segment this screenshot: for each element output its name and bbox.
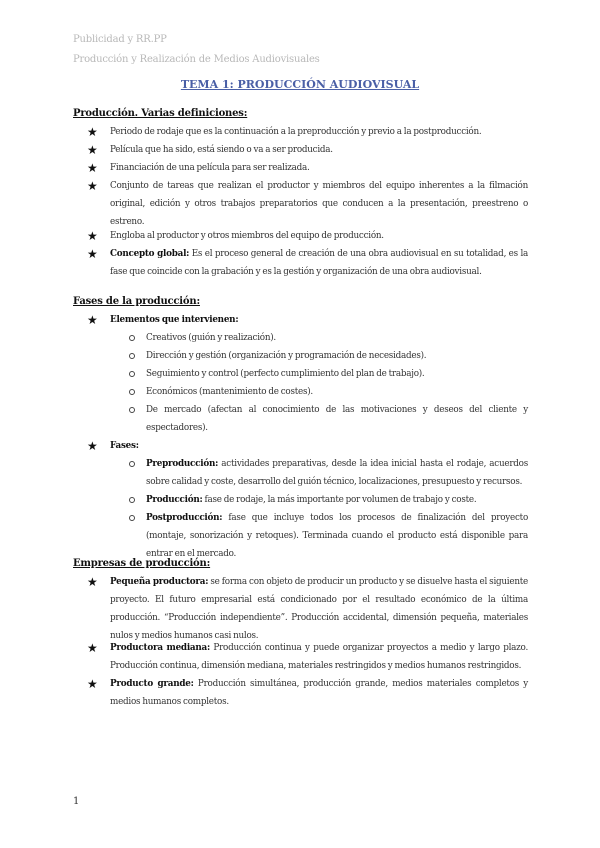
circle-bullet-icon (129, 371, 135, 377)
star-bullet-icon: ★ (87, 313, 98, 327)
circle-bullet-icon (129, 335, 135, 341)
phase-label: Producción: (146, 495, 203, 505)
star-bullet-icon: ★ (87, 641, 98, 655)
company-text: Producción simultánea, producción grande, medios materiales completos y medios humanos completos. (110, 679, 529, 707)
circle-bullet-icon (129, 407, 135, 413)
definition-item: Conjunto de tareas que realizan el productor y miembros del equipo inherentes a la filmación original, edición y otros trabajos preparatorios que conducen a la presentación, preestreno o estreno. (110, 181, 528, 227)
phase-text: actividades preparativas, desde la idea inicial hasta el rodaje, acuerdos sobre calidad y coste, desarrollo del guión técnico, localizaciones, presupuesto y recursos. (146, 459, 528, 487)
star-bullet-icon: ★ (87, 143, 98, 157)
element-item: Seguimiento y control (perfecto cumplimiento del plan de trabajo). (146, 369, 425, 379)
star-bullet-icon: ★ (87, 229, 98, 243)
star-bullet-icon: ★ (87, 439, 98, 453)
definition-item: Engloba al productor y otros miembros del equipo de producción. (110, 231, 384, 241)
element-item: De mercado (afectan al conocimiento de las motivaciones y deseos del cliente y espectadores). (146, 405, 528, 433)
phases-label: Fases: (110, 441, 139, 451)
company-label: Producto grande: (110, 679, 194, 689)
elements-label: Elementos que intervienen: (110, 315, 239, 325)
phase-item (146, 491, 528, 509)
section-heading-definitions: Producción. Varias definiciones: (73, 108, 248, 119)
star-bullet-icon: ★ (87, 575, 98, 589)
concept-global-text: Es el proceso general de creación de una obra audiovisual en su totalidad, es la fase que coincide con la grabación y es la gestión y organización de una obra audiovisual. (110, 249, 529, 277)
element-item: Dirección y gestión (organización y programación de necesidades). (146, 351, 427, 361)
company-text: se forma con objeto de producir un producto y se disuelve hasta el siguiente proyecto. El futuro empresarial está condicionado por el resultado económico de la última producción. “Producción independiente”. Producción accidental, dimensión pequeña, materiales nulos y medios humanos casi nulos. (110, 577, 528, 641)
company-item (110, 573, 528, 645)
phase-label: Postproducción: (146, 513, 223, 523)
phase-item (146, 509, 528, 563)
company-item (110, 675, 528, 711)
circle-bullet-icon (129, 497, 135, 503)
phase-item (146, 455, 528, 491)
star-bullet-icon: ★ (87, 179, 98, 193)
concept-global-item (110, 245, 528, 281)
definition-item: Periodo de rodaje que es la continuación a la preproducción y previo a la postproducción. (110, 127, 482, 137)
circle-bullet-icon (129, 515, 135, 521)
company-text: Producción continua y puede organizar proyectos a medio y largo plazo. Producción continua, dimensión mediana, materiales restringidos y medios humanos restringidos. (110, 643, 528, 671)
section-heading-phases: Fases de la producción: (73, 296, 200, 307)
element-item: Económicos (mantenimiento de costes). (146, 387, 313, 397)
phase-text: fase que incluye todos los procesos de finalización del proyecto (montaje, sonorización y retoques). Terminada cuando el producto está disponible para entrar en el mercado. (146, 513, 528, 559)
phase-text: fase de rodaje, la más importante por volumen de trabajo y coste. (202, 495, 477, 505)
star-bullet-icon: ★ (87, 247, 98, 261)
concept-global-label: Concepto global: (110, 249, 190, 259)
star-bullet-icon: ★ (87, 161, 98, 175)
company-label: Pequeña productora: (110, 577, 209, 587)
circle-bullet-icon (129, 389, 135, 395)
phase-label: Preproducción: (146, 459, 219, 469)
star-bullet-icon: ★ (87, 677, 98, 691)
page-title: TEMA 1: PRODUCCIÓN AUDIOVISUAL (180, 78, 420, 91)
definition-item: Película que ha sido, está siendo o va a ser producida. (110, 145, 333, 155)
definition-item: Financiación de una película para ser realizada. (110, 163, 310, 173)
header-course: Publicidad y RR.PP (73, 34, 167, 45)
star-bullet-icon: ★ (87, 125, 98, 139)
page-number: 1 (73, 796, 80, 807)
element-item: Creativos (guión y realización). (146, 333, 276, 343)
company-item (110, 639, 528, 675)
section-heading-companies: Empresas de producción: (73, 558, 211, 569)
circle-bullet-icon (129, 353, 135, 359)
circle-bullet-icon (129, 461, 135, 467)
company-label: Productora mediana: (110, 643, 210, 653)
header-subject: Producción y Realización de Medios Audiovisuales (73, 54, 320, 65)
